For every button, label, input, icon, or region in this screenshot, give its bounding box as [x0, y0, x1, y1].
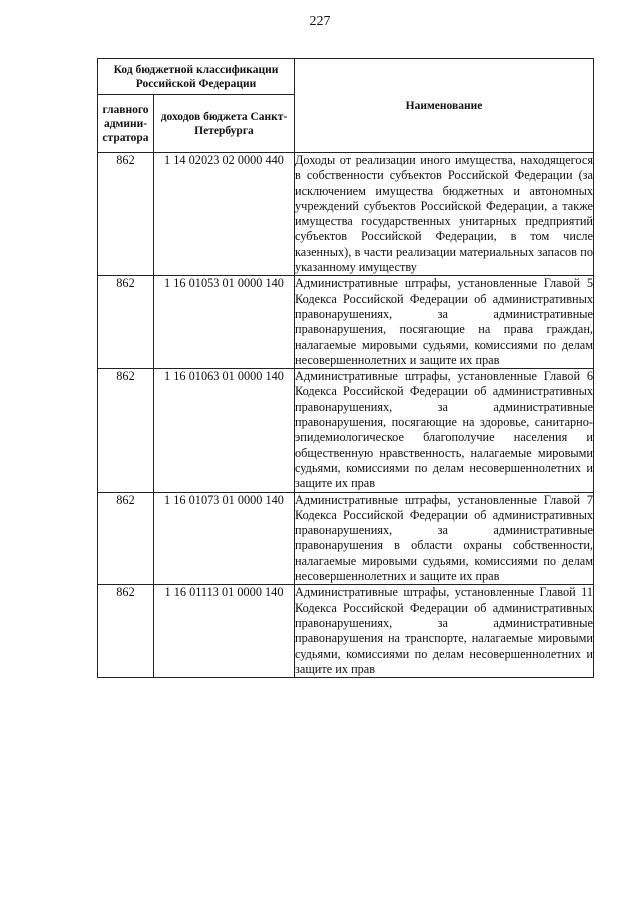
- page-number: 227: [309, 14, 331, 29]
- name-cell: Доходы от реализации иного имущества, находящегося в собственности субъектов Российской Федерации (за исключением имущества бюджетных и автономных учреждений субъектов Российской Федерации, а также имущества государственных унитарных предприятий субъектов Российской Федерации, в том числе казенных), в части реализации материальных запасов по указанному имуществу: [295, 153, 593, 275]
- header-spb-budget-revenue: доходов бюджета Санкт-Петербурга: [154, 95, 295, 153]
- header-budget-code-group: Код бюджетной классификации Российской Федерации: [98, 59, 295, 95]
- admin-code-cell: 862: [98, 585, 154, 678]
- admin-code-cell: 862: [98, 369, 154, 492]
- table-row: [98, 492, 594, 585]
- table-row: [98, 585, 594, 678]
- revenue-code-cell: 1 16 01113 01 0000 140: [154, 585, 295, 678]
- name-cell: Административные штрафы, установленные Главой 6 Кодекса Российской Федерации об административных правонарушениях, за административные правонарушения, посягающие на здоровье, санитарно-эпидемиологическое благополучие населения и общественную нравственность, налагаемые мировыми судьями, комиссиями по делам несовершеннолетних и защите их прав: [295, 369, 593, 491]
- revenue-code-cell: 1 16 01053 01 0000 140: [154, 276, 295, 369]
- budget-classification-table: [97, 58, 594, 678]
- table-row: [98, 369, 594, 492]
- revenue-code-cell: 1 16 01063 01 0000 140: [154, 369, 295, 492]
- name-cell: Административные штрафы, установленные Главой 7 Кодекса Российской Федерации об административных правонарушениях, за административные правонарушения в области охраны собственности, налагаемые мировыми судьями, комиссиями по делам несовершеннолетних и защите их прав: [295, 492, 593, 584]
- table-row: [98, 276, 594, 369]
- name-cell: Административные штрафы, установленные Главой 5 Кодекса Российской Федерации об административных правонарушениях, за административные правонарушения, посягающие на права граждан, налагаемые мировыми судьями, комиссиями по делам несовершеннолетних и защите их прав: [295, 276, 593, 367]
- header-name: Наименование: [295, 59, 594, 153]
- admin-code-cell: 862: [98, 153, 154, 276]
- name-cell: Административные штрафы, установленные Главой 11 Кодекса Российской Федерации об административных правонарушениях, за административные правонарушения на транспорте, налагаемые мировыми судьями, комиссиями по делам несовершеннолетних и защите их прав: [295, 585, 593, 676]
- admin-code-cell: 862: [98, 492, 154, 585]
- admin-code-cell: 862: [98, 276, 154, 369]
- header-main-administrator: главного админи-стратора: [98, 95, 154, 153]
- table-row: [98, 153, 594, 276]
- revenue-code-cell: 1 14 02023 02 0000 440: [154, 153, 295, 276]
- revenue-code-cell: 1 16 01073 01 0000 140: [154, 492, 295, 585]
